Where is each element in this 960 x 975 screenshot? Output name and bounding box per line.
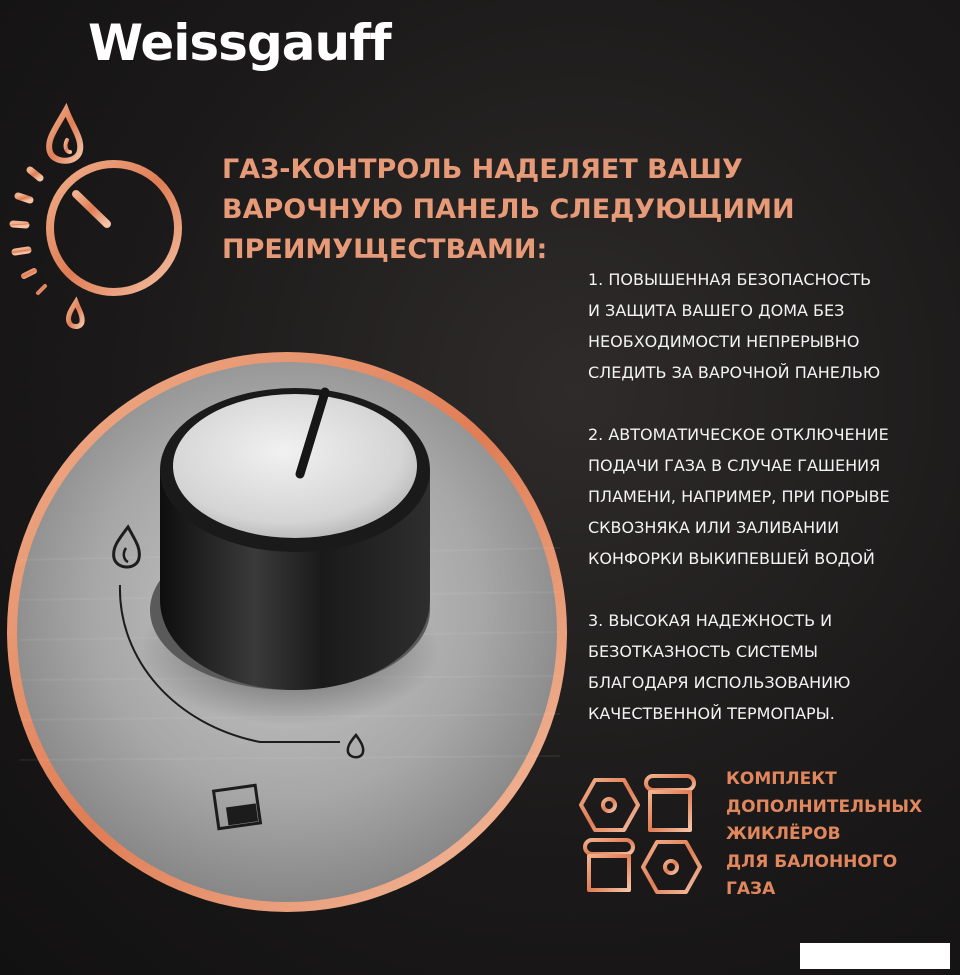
gas-control-timer-icon xyxy=(13,110,178,327)
kit-line: ЖИКЛЁРОВ xyxy=(726,824,841,844)
feature-line: 1. ПОВЫШЕННАЯ БЕЗОПАСНОСТЬ xyxy=(588,270,872,289)
feature-line: 3. ВЫСОКАЯ НАДЕЖНОСТЬ И xyxy=(588,611,833,630)
feature-line: ПЛАМЕНИ, НАПРИМЕР, ПРИ ПОРЫВЕ xyxy=(588,487,890,506)
kit-line: ДОПОЛНИТЕЛЬНЫХ xyxy=(726,796,923,817)
feature-line: ПОДАЧИ ГАЗА В СЛУЧАЕ ГАШЕНИЯ xyxy=(588,456,881,475)
feature-2 xyxy=(588,419,890,574)
brand-logo: Weissgauff xyxy=(88,14,391,72)
feature-line: СЛЕДИТЬ ЗА ВАРОЧНОЙ ПАНЕЛЬЮ xyxy=(588,363,881,382)
feature-3 xyxy=(588,605,850,729)
headline xyxy=(222,150,822,270)
feature-line: БЛАГОДАРЯ ИСПОЛЬЗОВАНИЮ xyxy=(588,673,851,692)
feature-line: БЕЗОТКАЗНОСТЬ СИСТЕМЫ xyxy=(588,642,819,661)
kit-line: ГАЗА xyxy=(726,879,776,899)
feature-line: 2. АВТОМАТИЧЕСКОЕ ОТКЛЮЧЕНИЕ xyxy=(588,425,889,444)
kit-line: КОМПЛЕКТ xyxy=(726,769,837,789)
burner-knob-illustration xyxy=(7,352,567,912)
feature-line: И ЗАЩИТА ВАШЕГО ДОМА БЕЗ xyxy=(588,301,845,320)
jets-kit-caption xyxy=(726,766,922,904)
feature-line: КАЧЕСТВЕННОЙ ТЕРМОПАРЫ. xyxy=(588,704,835,723)
headline-line: ГАЗ-КОНТРОЛЬ НАДЕЛЯЕТ ВАШУ xyxy=(222,154,743,185)
feature-line: КОНФОРКИ ВЫКИПЕВШЕЙ ВОДОЙ xyxy=(588,549,875,568)
feature-line: СКВОЗНЯКА ИЛИ ЗАЛИВАНИИ xyxy=(588,518,840,537)
headline-line: ВАРОЧНУЮ ПАНЕЛЬ СЛЕДУЮЩИМИ xyxy=(222,194,795,225)
feature-line: НЕОБХОДИМОСТИ НЕПРЕРЫВНО xyxy=(588,332,860,351)
corner-patch xyxy=(800,943,950,969)
kit-line: ДЛЯ БАЛОННОГО xyxy=(726,851,898,872)
headline-line: ПРЕИМУЩЕСТВАМИ: xyxy=(222,234,548,265)
feature-1 xyxy=(588,264,880,388)
gas-jets-icon xyxy=(581,776,700,892)
